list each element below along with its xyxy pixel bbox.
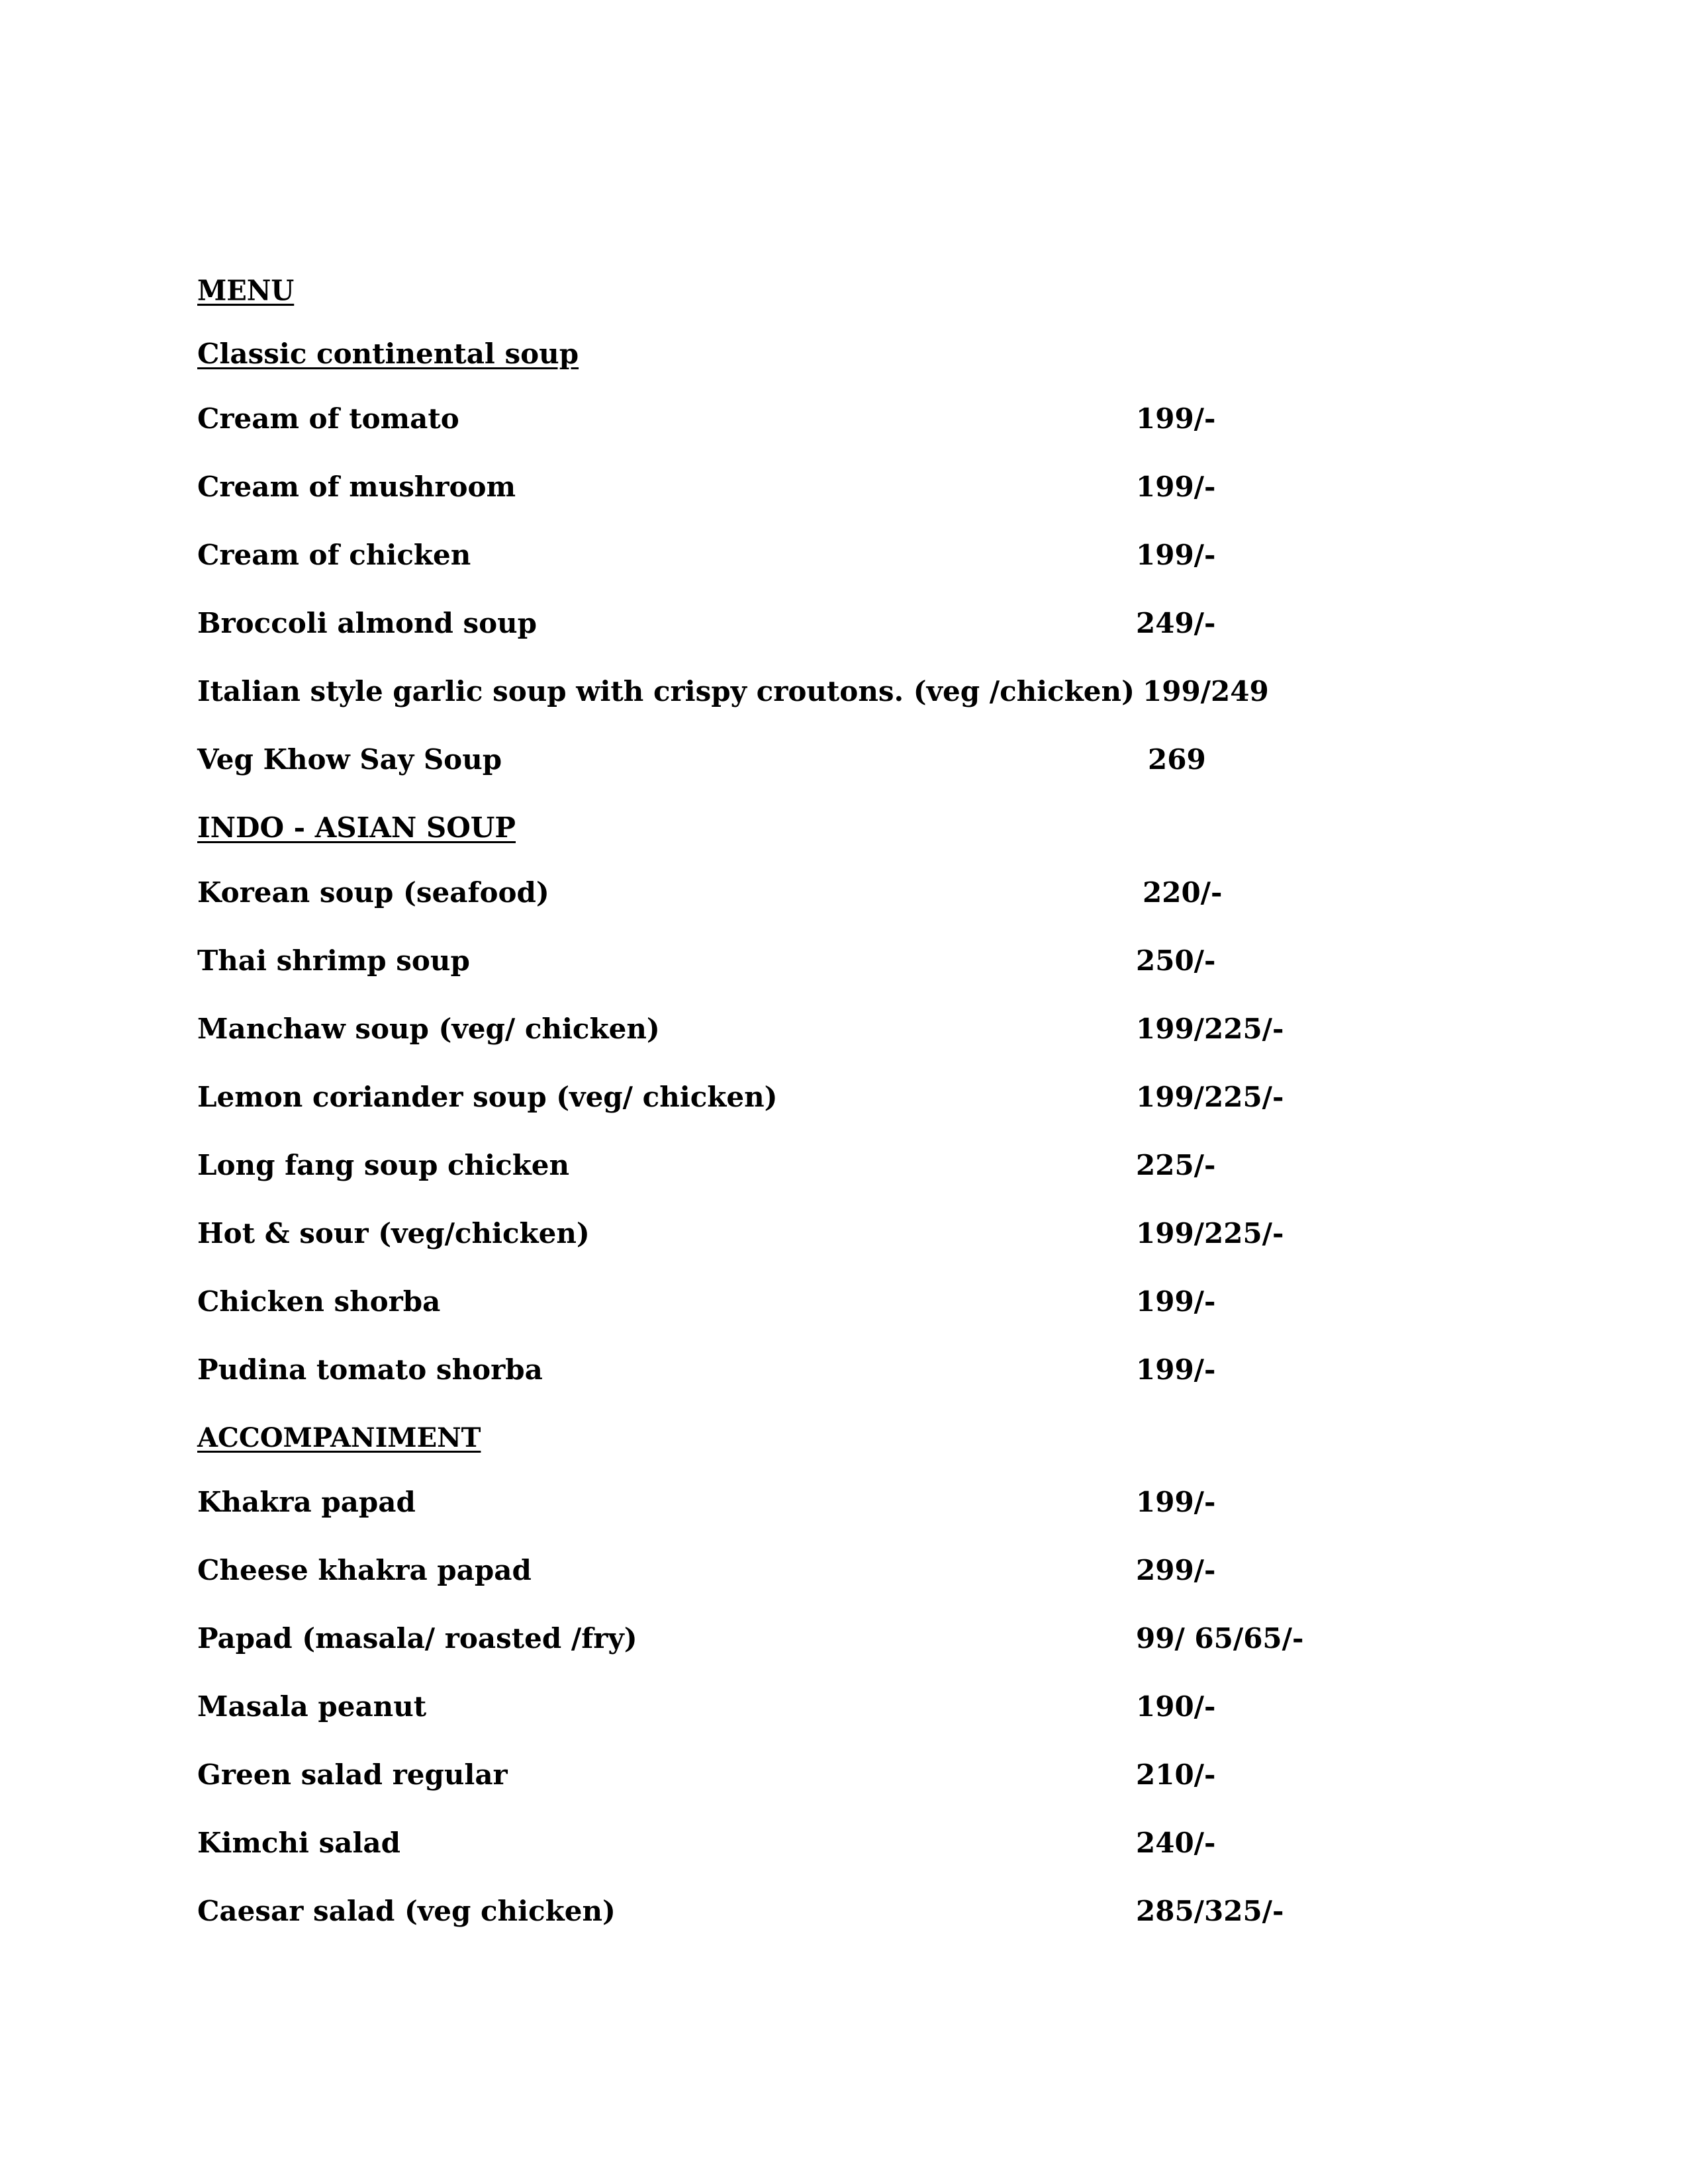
- menu-item: [197, 1687, 1455, 1727]
- menu-item: [197, 1214, 1455, 1253]
- item-price: 249/-: [1136, 607, 1216, 639]
- item-name: Cream of mushroom: [197, 471, 516, 503]
- menu-item: [197, 873, 1455, 913]
- menu-item: [197, 467, 1455, 507]
- item-price: 199/-: [1136, 402, 1216, 435]
- item-name: Veg Khow Say Soup: [197, 743, 502, 776]
- item-price: 190/-: [1136, 1690, 1216, 1723]
- item-price: 199/225/-: [1136, 1013, 1284, 1045]
- item-price: 299/-: [1136, 1554, 1216, 1586]
- item-name: Khakra papad: [197, 1486, 416, 1518]
- item-name: Long fang soup chicken: [197, 1149, 570, 1181]
- menu-item: [197, 1891, 1455, 1931]
- item-name: Chicken shorba: [197, 1285, 441, 1318]
- item-price: 199/-: [1136, 539, 1216, 571]
- item-price: 285/325/-: [1136, 1895, 1284, 1927]
- item-name: Cream of tomato: [197, 402, 459, 435]
- item-price: 220/-: [1143, 876, 1223, 909]
- item-price: 250/-: [1136, 944, 1216, 977]
- menu-page: [197, 271, 1455, 1960]
- menu-item: [197, 1282, 1455, 1322]
- menu-item: [197, 1619, 1455, 1659]
- menu-item: [197, 1009, 1455, 1049]
- item-name: Papad (masala/ roasted /fry): [197, 1622, 637, 1655]
- item-name: Korean soup (seafood): [197, 876, 549, 909]
- item-price: 210/-: [1136, 1758, 1216, 1791]
- menu-item: [197, 1350, 1455, 1390]
- item-name: Thai shrimp soup: [197, 944, 470, 977]
- menu-item: [197, 1755, 1455, 1795]
- item-name: Caesar salad (veg chicken): [197, 1895, 616, 1927]
- menu-item: [197, 1482, 1455, 1522]
- item-price: 199/-: [1136, 471, 1216, 503]
- item-price: 199/-: [1136, 1486, 1216, 1518]
- item-name: Hot & sour (veg/chicken): [197, 1217, 590, 1250]
- item-price: 99/ 65/65/-: [1136, 1622, 1304, 1655]
- item-name: Masala peanut: [197, 1690, 427, 1723]
- menu-item: [197, 1823, 1455, 1863]
- section-heading-indo-asian-soup: INDO - ASIAN SOUP: [197, 811, 516, 844]
- section-heading-accompaniment: ACCOMPANIMENT: [197, 1422, 481, 1453]
- item-price: 199/225/-: [1136, 1081, 1284, 1113]
- item-price: 269: [1148, 743, 1206, 776]
- item-price: 240/-: [1136, 1827, 1216, 1859]
- item-name: Broccoli almond soup: [197, 607, 538, 639]
- menu-item: [197, 1551, 1455, 1590]
- menu-item: [197, 535, 1455, 575]
- page-title: MENU: [197, 274, 295, 308]
- item-name: Kimchi salad: [197, 1827, 400, 1859]
- item-name: Cream of chicken: [197, 539, 471, 571]
- menu-item: [197, 1077, 1455, 1117]
- item-price: 199/249: [1143, 675, 1269, 707]
- menu-item: [197, 740, 1455, 780]
- menu-item: [197, 672, 1455, 711]
- item-price: 225/-: [1136, 1149, 1216, 1181]
- item-price: 199/225/-: [1136, 1217, 1284, 1250]
- item-name: Italian style garlic soup with crispy croutons. (veg /chicken): [197, 675, 1135, 707]
- menu-item: [197, 1146, 1455, 1185]
- menu-item: [197, 604, 1455, 643]
- menu-item: [197, 399, 1455, 439]
- item-name: Cheese khakra papad: [197, 1554, 532, 1586]
- item-name: Pudina tomato shorba: [197, 1353, 543, 1386]
- item-price: 199/-: [1136, 1353, 1216, 1386]
- section-heading-classic-continental-soup: Classic continental soup: [197, 338, 579, 370]
- item-price: 199/-: [1136, 1285, 1216, 1318]
- item-name: Manchaw soup (veg/ chicken): [197, 1013, 660, 1045]
- menu-item: [197, 941, 1455, 981]
- item-name: Lemon coriander soup (veg/ chicken): [197, 1081, 778, 1113]
- item-name: Green salad regular: [197, 1758, 508, 1791]
